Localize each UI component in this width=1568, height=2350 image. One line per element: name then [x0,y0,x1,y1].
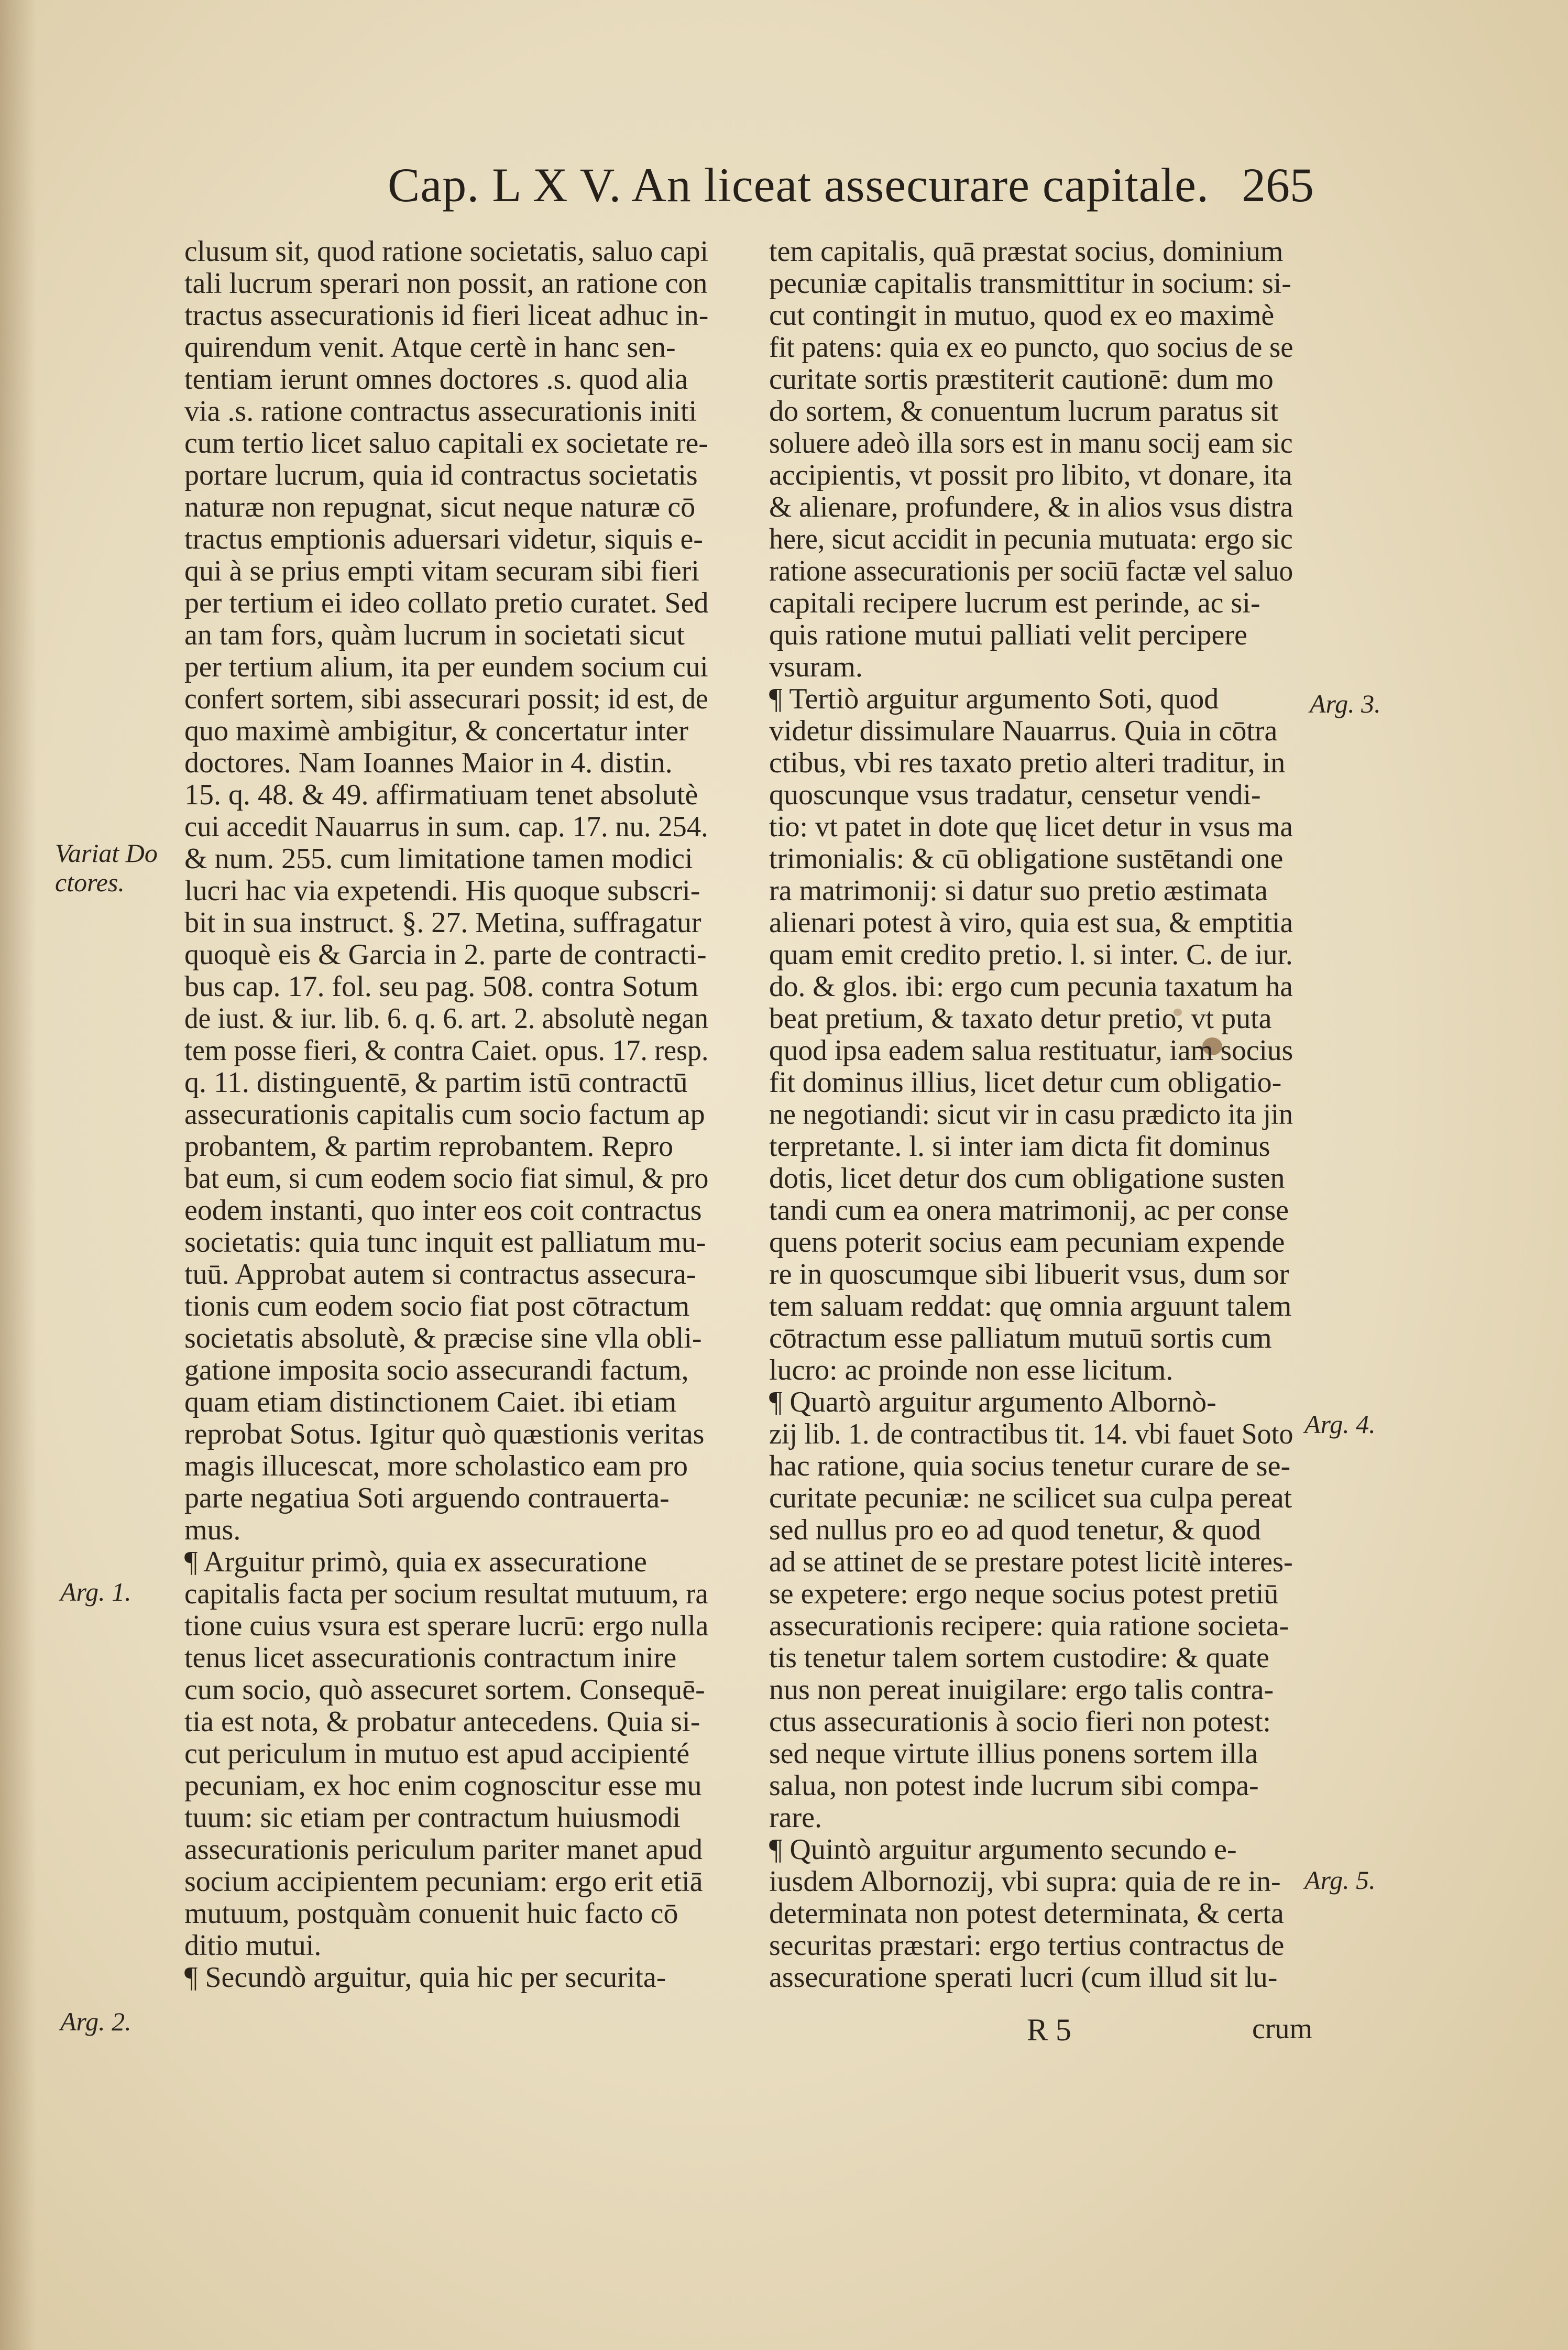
text-line: ditio mutui. [184,1929,322,1962]
text-line: cui accedit Nauarrus in sum. cap. 17. nu. 254. [184,811,708,843]
text-line: ¶ Quartò arguitur argumento Albornò- [769,1386,1216,1418]
text-line: iusdem Albornozij, vbi supra: quia de re in- [769,1865,1281,1898]
text-line: dotis, licet detur dos cum obligatione susten [769,1162,1285,1195]
text-line: fit patens: quia ex eo puncto, quo socius de se [769,331,1293,364]
margin-note-variant-doctors [55,838,158,897]
text-line: sed nullus pro eo ad quod tenetur, & quod [769,1514,1261,1546]
text-line: q. 11. distinguentē, & partim istū contractū [184,1066,688,1099]
text-line: re in quoscumque sibi libuerit vsus, dum sor [769,1258,1289,1291]
text-line: 15. q. 48. & 49. affirmatiuam tenet absolutè [184,779,698,811]
text-line: ctibus, vbi res taxato pretio alteri traditur, in [769,747,1286,779]
text-line: quens poterit socius eam pecuniam expende [769,1226,1285,1259]
text-line: cōtractum esse palliatum mutuū sortis cum [769,1322,1272,1354]
text-line: se expetere: ergo neque socius potest pretiū [769,1578,1279,1610]
text-line: magis illucescat, more scholastico eam pro [184,1450,688,1482]
running-title: Cap. L X V. An liceat assecurare capitale. [388,158,1209,212]
text-line: de iust. & iur. lib. 6. q. 6. art. 2. absolutè negan [184,1002,708,1035]
text-line: assecuratione sperati lucri (cum illud sit lu- [769,1961,1278,1994]
text-line: tali lucrum sperari non possit, an ratione con [184,267,708,300]
catchword: crum [1252,2013,1313,2045]
text-line: ¶ Arguitur primò, quia ex assecuratione [184,1546,647,1578]
margin-note-arg-3: Arg. 3. [1310,689,1381,718]
text-line: tionis cum eodem socio fiat post cōtractum [184,1290,690,1322]
text-line: zij lib. 1. de contractibus tit. 14. vbi fauet Soto [769,1418,1293,1450]
margin-note-line: Variat Do [55,838,158,868]
text-line: capitali recipere lucrum est perinde, ac si- [769,587,1260,619]
text-line: mutuum, postquàm conuenit huic facto cō [184,1897,678,1930]
text-line: cut contingit in mutuo, quod ex eo maximè [769,299,1275,332]
text-line: societatis absolutè, & præcise sine vlla obli- [184,1322,702,1354]
right-text-column [769,236,1293,1994]
text-line: tandi cum ea onera matrimonij, ac per conse [769,1194,1289,1227]
text-line: reprobat Sotus. Igitur quò quæstionis veritas [184,1418,705,1450]
text-line: curitate pecuniæ: ne scilicet sua culpa pereat [769,1482,1292,1514]
text-line: ¶ Tertiò arguitur argumento Soti, quod [769,683,1219,715]
text-line: vsuram. [769,651,863,683]
margin-note-arg-2: Arg. 2. [60,2007,131,2036]
text-line: an tam fors, quàm lucrum in societati sicut [184,619,685,651]
text-line: assecurationis periculum pariter manet apud [184,1833,703,1866]
text-line: do. & glos. ibi: ergo cum pecunia taxatum ha [769,970,1293,1003]
text-line: quod ipsa eadem salua restituatur, iam socius [769,1034,1293,1067]
text-line: tractus assecurationis id fieri liceat adhuc in- [184,299,709,332]
text-line: alienari potest à viro, quia est sua, & emptitia [769,906,1293,939]
text-line: tem saluam reddat: quę omnia arguunt talem [769,1290,1292,1322]
text-line: rare. [769,1801,823,1834]
text-line: tia est nota, & probatur antecedens. Quia si- [184,1706,700,1738]
text-line: quirendum venit. Atque certè in hanc sen- [184,331,676,364]
page-gutter-shadow [0,0,37,2350]
text-line: & num. 255. cum limitatione tamen modici [184,843,693,875]
text-line: securitas præstari: ergo tertius contractus de [769,1929,1285,1962]
text-line: tis tenetur talem sortem custodire: & quate [769,1642,1269,1674]
text-line: pecuniam, ex hoc enim cognoscitur esse mu [184,1769,702,1802]
text-line: salua, non potest inde lucrum sibi compa- [769,1769,1259,1802]
text-line: tione cuius vsura est sperare lucrū: ergo nulla [184,1610,709,1642]
text-line: determinata non potest determinata, & certa [769,1897,1284,1930]
text-line: per tertium ei ideo collato pretio curatet. Sed [184,587,709,619]
text-line: quoquè eis & Garcia in 2. parte de contracti- [184,938,707,971]
text-line: via .s. ratione contractus assecurationis initi [184,395,697,428]
text-line: societatis: quia tunc inquit est palliatum mu- [184,1226,706,1259]
text-line: bit in sua instruct. §. 27. Metina, suffragatur [184,906,701,939]
text-line: ratione assecurationis per sociū factæ vel saluo [769,555,1293,587]
margin-note-arg-5: Arg. 5. [1304,1865,1376,1895]
text-line: ¶ Quintò arguitur argumento secundo e- [769,1833,1237,1866]
text-line: assecurationis capitalis cum socio factum ap [184,1098,705,1131]
text-line: trimonialis: & cū obligatione sustētandi one [769,843,1284,875]
text-line: videtur dissimulare Nauarrus. Quia in cōtra [769,715,1278,747]
text-line: socium accipientem pecuniam: ergo erit etiā [184,1865,703,1898]
text-line: ad se attinet de se prestare potest licitè interes- [769,1546,1293,1578]
text-line: here, sicut accidit in pecunia mutuata: ergo sic [769,523,1293,555]
text-line: nus non pereat inuigilare: ergo talis contra- [769,1674,1274,1706]
text-line: tio: vt patet in dote quę licet detur in vsus ma [769,811,1293,843]
signature-mark: R 5 [1027,2013,1072,2047]
margin-note-arg-4: Arg. 4. [1304,1409,1376,1439]
text-line: quo maximè ambigitur, & concertatur inter [184,715,688,747]
text-line: portare lucrum, quia id contractus societatis [184,459,698,491]
text-line: & alienare, profundere, & in alios vsus distra [769,491,1293,523]
text-line: terpretante. l. si inter iam dicta fit dominus [769,1130,1270,1163]
text-line: gatione imposita socio assecurandi factum, [184,1354,689,1386]
margin-note-arg-1: Arg. 1. [60,1577,131,1606]
text-line: ra matrimonij: si datur suo pretio æstimata [769,875,1268,907]
text-line: confert sortem, sibi assecurari possit; id est, de [184,683,708,715]
text-line: assecurationis recipere: quia ratione societa- [769,1610,1289,1642]
text-line: lucro: ac proinde non esse licitum. [769,1354,1174,1386]
text-line: quoscunque vsus tradatur, censetur vendi- [769,779,1261,811]
text-line: per tertium alium, ita per eundem socium cui [184,651,708,683]
text-line: probantem, & partim reprobantem. Repro [184,1130,674,1163]
margin-note-line: ctores. [55,868,125,897]
left-text-column [184,236,708,1994]
text-line: eodem instanti, quo inter eos coit contractus [184,1194,702,1227]
text-line: beat pretium, & taxato detur pretio, vt puta [769,1002,1272,1035]
text-line: bus cap. 17. fol. seu pag. 508. contra Sotum [184,970,699,1003]
text-line: tentiam ierunt omnes doctores .s. quod alia [184,363,688,396]
text-line: tuum: sic etiam per contractum huiusmodi [184,1801,681,1834]
text-line: do sortem, & conuentum lucrum paratus sit [769,395,1279,428]
text-line: cum tertio licet saluo capitali ex societate re- [184,427,708,460]
text-line: capitalis facta per socium resultat mutuum, ra [184,1578,708,1610]
text-line: tractus emptionis aduersari videtur, siquis e- [184,523,703,555]
text-line: mus. [184,1514,241,1546]
page-number: 265 [1242,158,1314,212]
text-line: sed neque virtute illius ponens sortem illa [769,1737,1258,1770]
text-line: ¶ Secundò arguitur, quia hic per securita- [184,1961,666,1994]
text-line: tem posse fieri, & contra Caiet. opus. 17. resp. [184,1034,709,1067]
text-line: hac ratione, quia socius tenetur curare de se- [769,1450,1291,1482]
text-line: bat eum, si cum eodem socio fiat simul, & pro [184,1162,709,1195]
text-line: qui à se prius empti vitam securam sibi fieri [184,555,699,587]
text-line: clusum sit, quod ratione societatis, saluo capi [184,235,709,268]
text-line: ne negotiandi: sicut vir in casu prædicto ita jin [769,1098,1293,1131]
text-line: cum socio, quò assecuret sortem. Consequē- [184,1674,705,1706]
text-line: naturæ non repugnat, sicut neque naturæ cō [184,491,696,523]
text-line: lucri hac via expetendi. His quoque subscri- [184,875,700,907]
text-line: fit dominus illius, licet detur cum obligatio- [769,1066,1282,1099]
text-line: pecuniæ capitalis transmittitur in socium: si- [769,267,1291,300]
text-line: ctus assecurationis à socio fieri non potest: [769,1706,1271,1738]
text-line: quis ratione mutui palliati velit percipere [769,619,1247,651]
text-line: tem capitalis, quā præstat socius, dominium [769,235,1284,268]
text-line: soluere adeò illa sors est in manu socij eam sic [769,427,1293,460]
text-line: tenus licet assecurationis contractum inire [184,1642,677,1674]
text-line: quam etiam distinctionem Caiet. ibi etiam [184,1386,677,1418]
text-line: curitate sortis præstiterit cautionē: dum mo [769,363,1274,396]
text-line: doctores. Nam Ioannes Maior in 4. distin. [184,747,673,779]
text-line: accipientis, vt possit pro libito, vt donare, ita [769,459,1292,491]
text-line: tuū. Approbat autem si contractus assecura- [184,1258,696,1291]
text-line: cut periculum in mutuo est apud accipienté [184,1737,690,1770]
text-line: quam emit credito pretio. l. si inter. C. de iur. [769,938,1293,971]
text-line: parte negatiua Soti arguendo contrauerta- [184,1482,670,1514]
